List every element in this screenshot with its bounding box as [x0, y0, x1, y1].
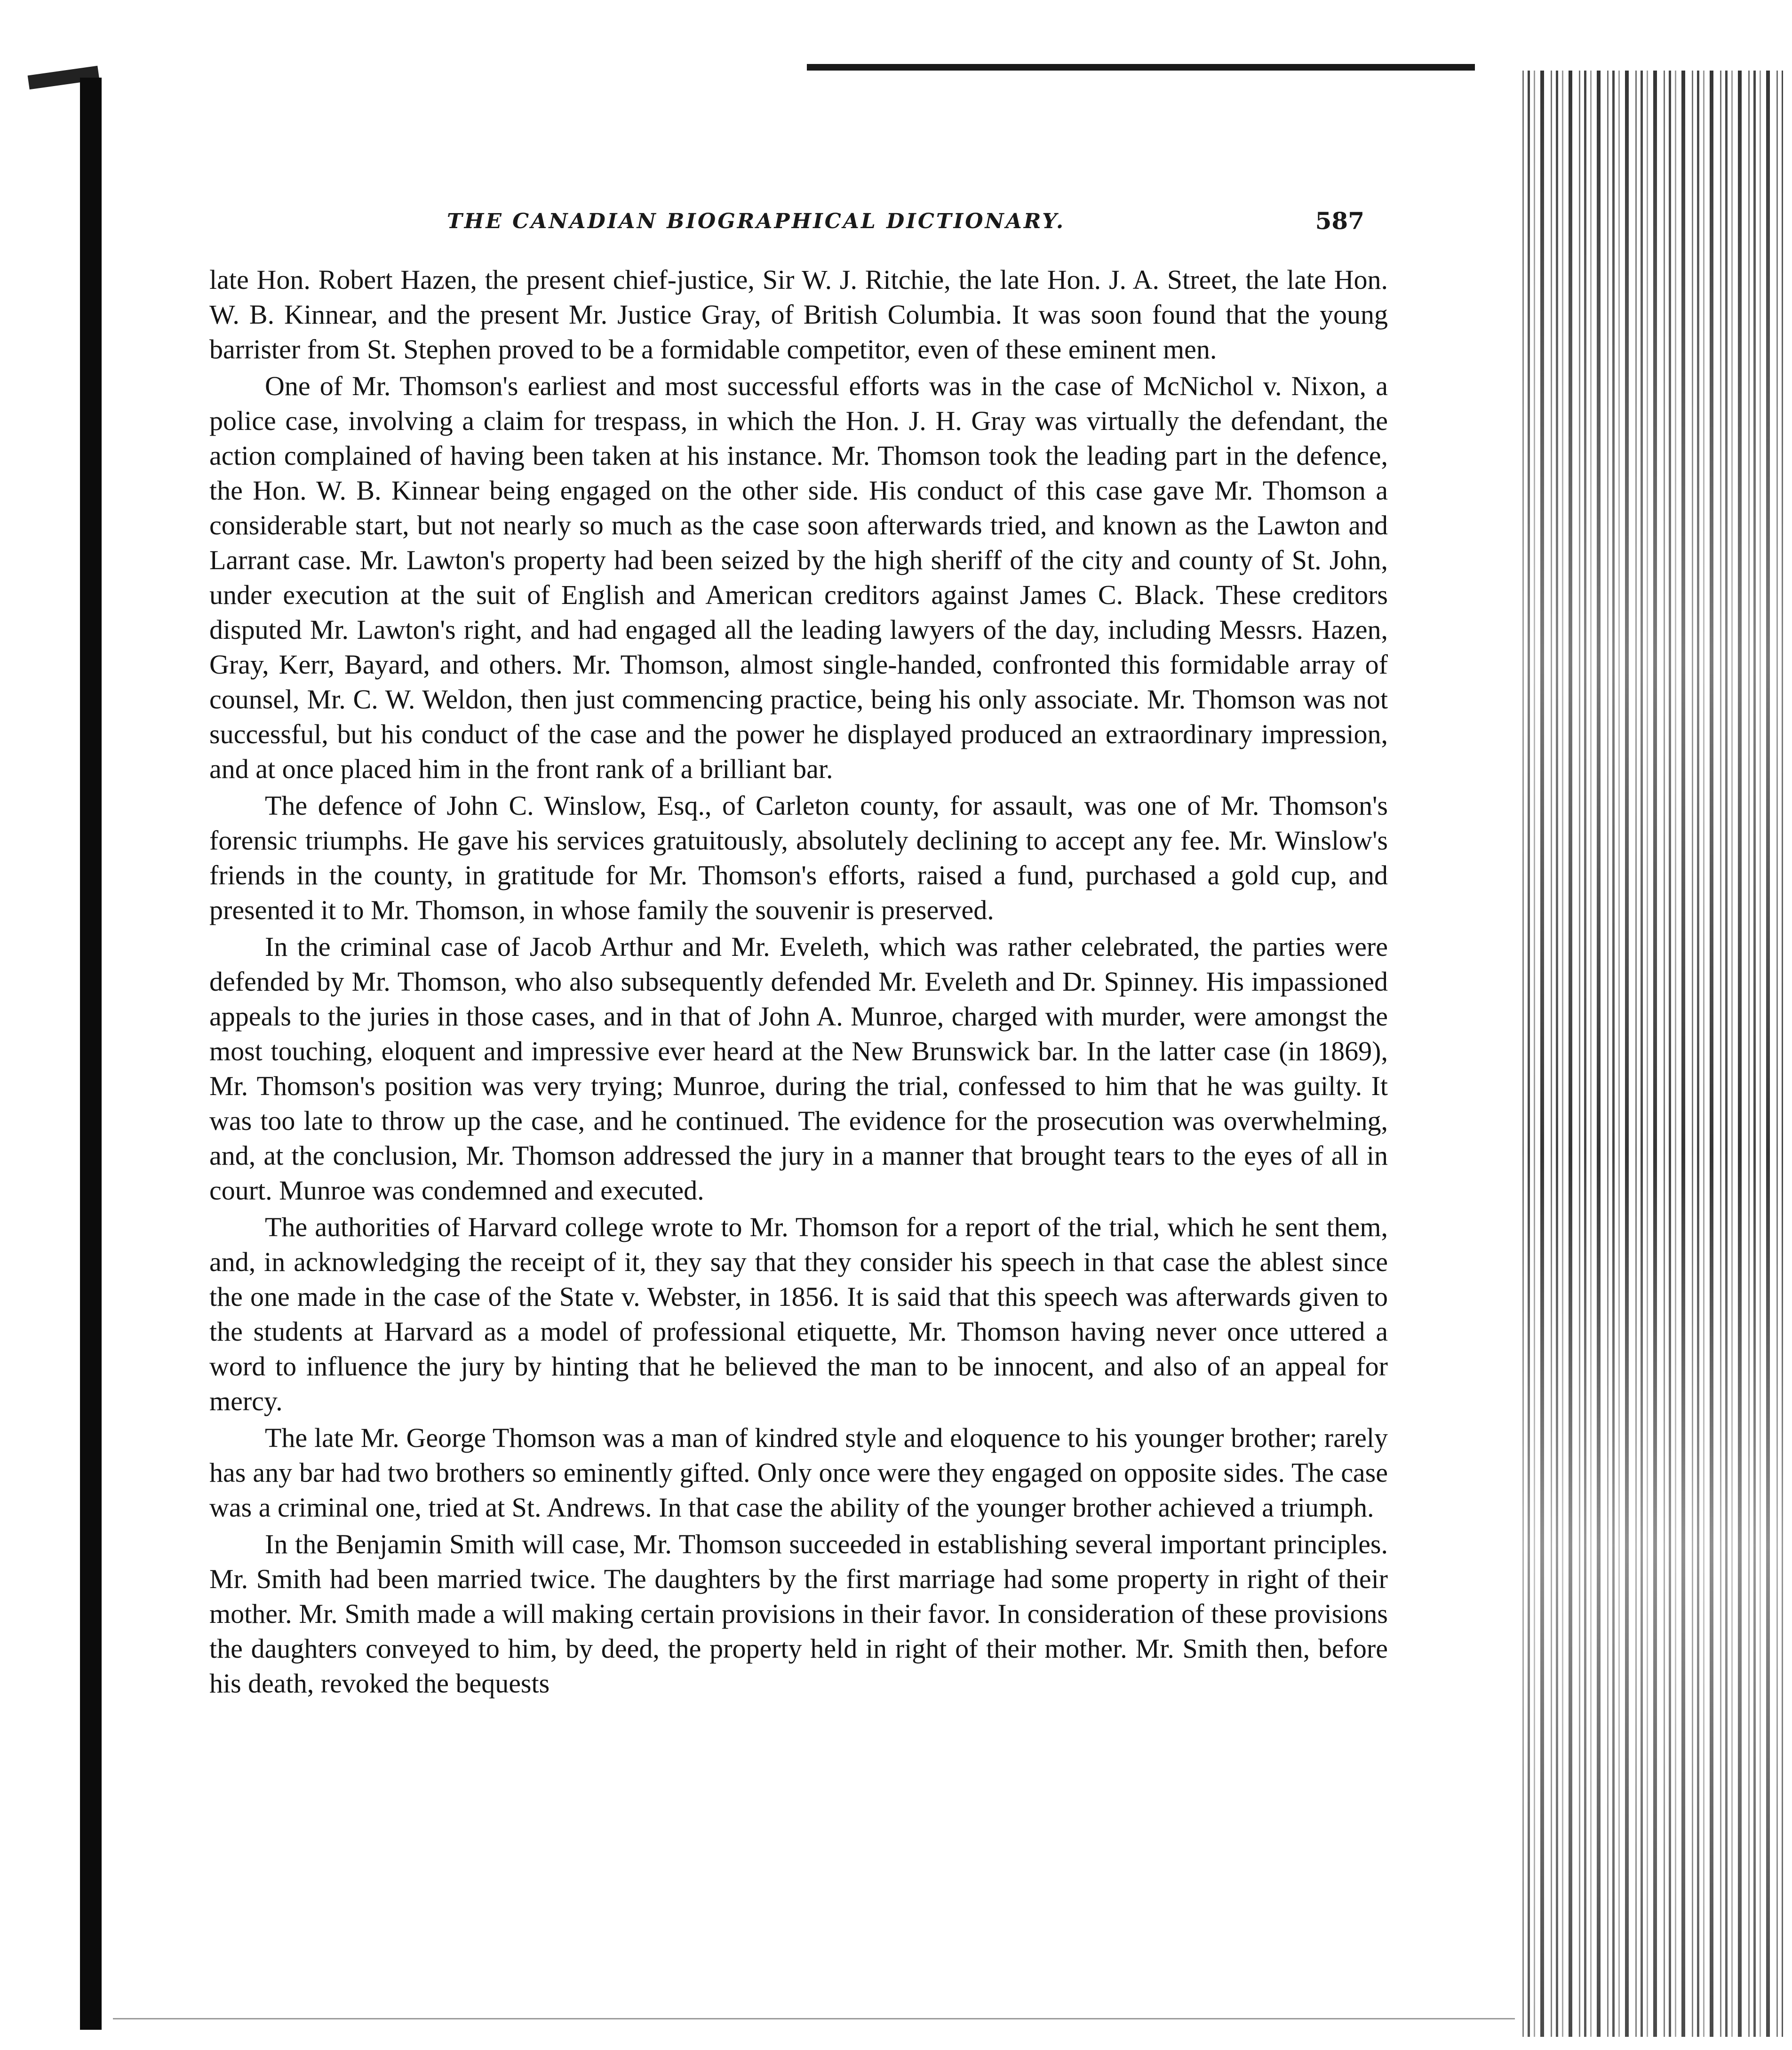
paragraph-continued: late Hon. Robert Hazen, the present chief-justice, Sir W. J. Ritchie, the late Hon. J. A. Street, the late Hon. W. B. Kinnear, and the present Mr. Justice Gray, of British Columbia. It was soon found that the young barrister from St. Stephen proved to be a formidable competitor, even of these eminent men.: [209, 264, 1388, 365]
body-text: [209, 262, 1388, 1701]
paragraph-winslow-defence: The defence of John C. Winslow, Esq., of Carleton county, for assault, was one of Mr. Thomson's forensic triumphs. He gave his services gratuitously, absolutely declining to accept any fee. Mr. Winslow's friends in the county, in gratitude for Mr. Thomson's efforts, raised a fund, purchased a gold cup, and presented it to Mr. Thomson, in whose family the souvenir is preserved.: [209, 790, 1388, 925]
paragraph-harvard-report: The authorities of Harvard college wrote to Mr. Thomson for a report of the trial, which he sent them, and, in acknowledging the receipt of it, they say that they consider his speech in that case the ablest since the one made in the case of the State v. Webster, in 1856. It is said that this speech was afterwards given to the students at Harvard as a model of professional etiquette, Mr. Thomson having never once uttered a word to influence the jury by hinting that he believed the man to be innocent, and also of an appeal for mercy.: [209, 1212, 1388, 1416]
paragraph-mcnichol-case: One of Mr. Thomson's earliest and most successful efforts was in the case of McNichol v. Nixon, a police case, involving a claim for trespass, in which the Hon. J. H. Gray was virtually the defendant, the action complained of having been taken at his instance. Mr. Thomson took the leading part in the defence, the Hon. W. B. Kinnear being engaged on the other side. His conduct of this case gave Mr. Thomson a considerable start, but not nearly so much as the case soon afterwards tried, and known as the Lawton and Larrant case. Mr. Lawton's property had been seized by the high sheriff of the city and county of St. John, under execution at the suit of English and American creditors against James C. Black. These creditors disputed Mr. Lawton's right, and had engaged all the leading lawyers of the day, including Messrs. Hazen, Gray, Kerr, Bayard, and others. Mr. Thomson, almost single-handed, confronted this formidable array of counsel, Mr. C. W. Weldon, then just commencing practice, being his only associate. Mr. Thomson was not successful, but his conduct of the case and the power he displayed produced an extraordinary impression, and at once placed him in the front rank of a brilliant bar.: [209, 371, 1388, 784]
paragraph-smith-will-case: In the Benjamin Smith will case, Mr. Thomson succeeded in establishing several important principles. Mr. Smith had been married twice. The daughters by the first marriage had some property in right of their mother. Mr. Smith made a will making certain provisions in their favor. In consideration of these provisions the daughters conveyed to him, by deed, the property held in right of their mother. Mr. Smith then, before his death, revoked the bequests: [209, 1529, 1388, 1699]
page-edge-fade: [1520, 71, 1783, 2037]
paragraph-george-thomson: The late Mr. George Thomson was a man of kindred style and eloquence to his younger brother; rarely has any bar had two brothers so eminently gifted. Only once were they engaged on opposite sides. The case was a criminal one, tried at St. Andrews. In that case the ability of the younger brother achieved a triumph.: [209, 1422, 1388, 1523]
page-number: 587: [1315, 207, 1364, 235]
scan-edge-top: [807, 64, 1475, 71]
binding-shadow-left: [80, 78, 102, 2030]
paragraph-criminal-cases: In the criminal case of Jacob Arthur and Mr. Eveleth, which was rather celebrated, the parties were defended by Mr. Thomson, who also subsequently defended Mr. Eveleth and Dr. Spinney. His impassioned appeals to the juries in those cases, and in that of John A. Munroe, charged with murder, were amongst the most touching, eloquent and impressive ever heard at the New Brunswick bar. In the latter case (in 1869), Mr. Thomson's position was very trying; Munroe, during the trial, confessed to him that he was guilty. It was too late to throw up the case, and he continued. The evidence for the prosecution was overwhelming, and, at the conclusion, Mr. Thomson addressed the jury in a manner that brought tears to the eyes of all in court. Munroe was condemned and executed.: [209, 931, 1388, 1206]
scan-edge-bottom: [113, 2018, 1515, 2019]
running-title: THE CANADIAN BIOGRAPHICAL DICTIONARY.: [447, 209, 1066, 233]
